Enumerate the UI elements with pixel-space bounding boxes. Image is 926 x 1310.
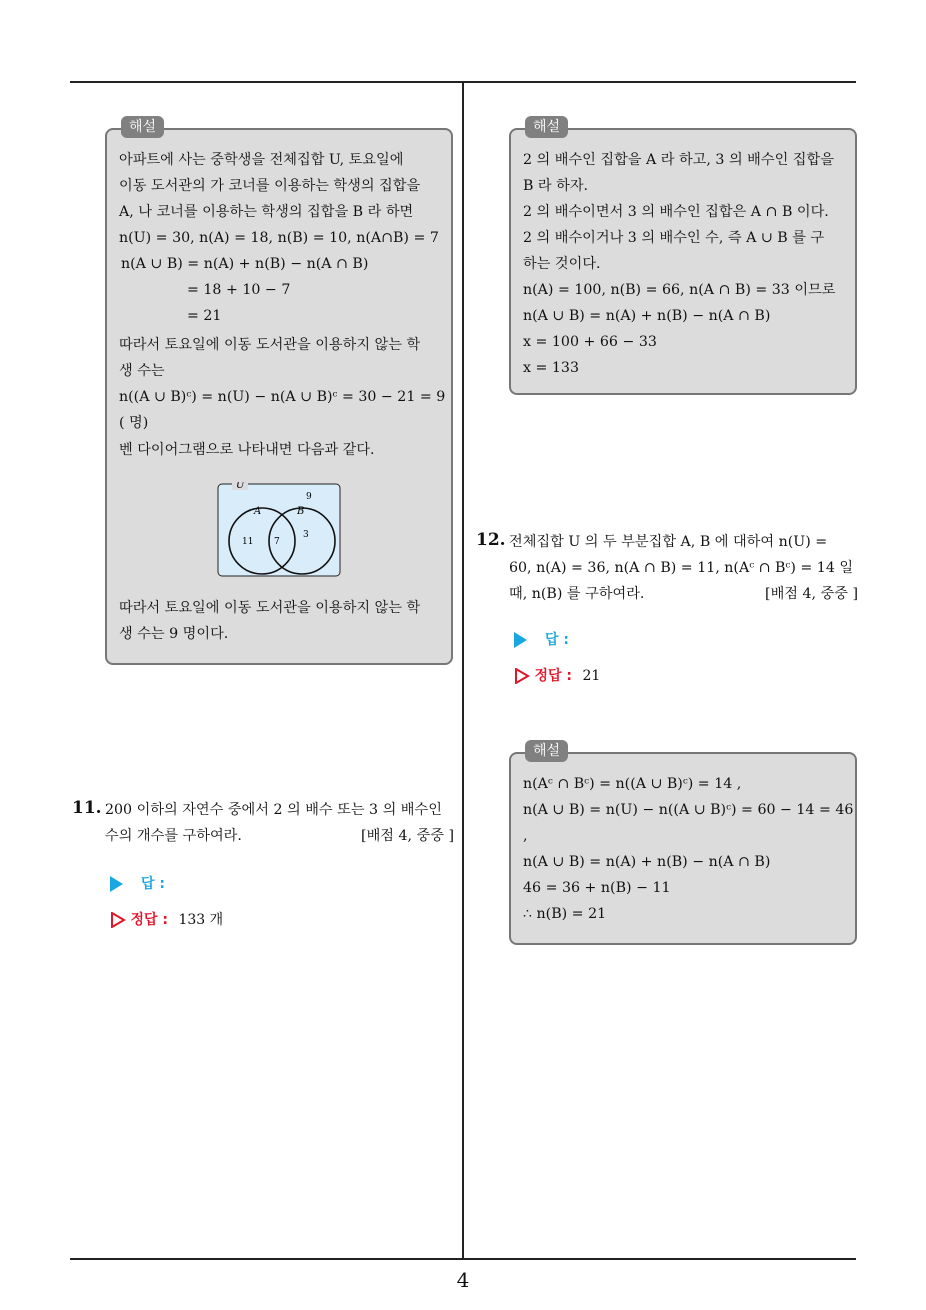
correct-value: 133 개 [178, 912, 224, 928]
solution-line: 이동 도서관의 가 코너를 이용하는 학생의 집합을 [119, 178, 421, 194]
solution-line: ( 명) [119, 415, 149, 431]
play-icon [514, 632, 527, 648]
solution-line: ∴ n(B) = 21 [523, 906, 607, 922]
solution-line: n(A ∪ B) = n(A) + n(B) − n(A ∩ B) [523, 308, 771, 324]
question-12-line: 전체집합 U 의 두 부분집합 A, B 에 대하여 n(U) = [509, 534, 828, 550]
solution-line: x = 133 [523, 360, 579, 376]
column-divider [462, 82, 464, 1260]
venn-label-u: U [236, 482, 245, 491]
triangle-outline-icon [514, 668, 530, 684]
solution-line: , [523, 828, 528, 844]
solution-line: 2 의 배수이면서 3 의 배수인 집합은 A ∩ B 이다. [523, 204, 829, 220]
venn-b-only-count: 3 [303, 530, 309, 540]
solution-tag: 해설 [525, 740, 568, 762]
venn-outside-count: 9 [306, 492, 312, 502]
question-11-line: 200 이하의 자연수 중에서 2 의 배수 또는 3 의 배수인 [105, 802, 442, 818]
solution-line: n(A ∪ B) = n(U) − n((A ∪ B)ᶜ) = 60 − 14 = 46 [523, 802, 854, 818]
solution-line: 따라서 토요일에 이동 도서관을 이용하지 않는 학 [119, 600, 421, 616]
venn-both-count: 7 [274, 537, 280, 547]
question-number-12: 12. [476, 530, 506, 550]
venn-label-b: B [297, 506, 305, 517]
question-12-points: [배점 4, 중중 ] [765, 586, 858, 602]
solution-line: n(A ∪ B) = n(A) + n(B) − n(A ∩ B) [121, 256, 369, 272]
question-11-line: 수의 개수를 구하여라. [105, 828, 242, 844]
solution-line: A, 나 코너를 이용하는 학생의 집합을 B 라 하면 [119, 204, 414, 220]
solution-line: 2 의 배수이거나 3 의 배수인 수, 즉 A ∪ B 를 구 [523, 230, 825, 246]
solution-line: 생 수는 9 명이다. [119, 626, 229, 642]
solution-line: 46 = 36 + n(B) − 11 [523, 880, 671, 896]
solution-line: 2 의 배수인 집합을 A 라 하고, 3 의 배수인 집합을 [523, 152, 834, 168]
solution-line: = 18 + 10 − 7 [187, 282, 291, 298]
solution-line: 하는 것이다. [523, 256, 601, 272]
solution-box-12 [509, 743, 857, 945]
answer-field-12[interactable] [514, 629, 569, 649]
correct-label: 정답 : [130, 912, 168, 928]
question-12-line: 60, n(A) = 36, n(A ∩ B) = 11, n(Aᶜ ∩ Bᶜ) = 14 일 [509, 560, 854, 576]
play-icon [110, 876, 123, 892]
solution-line: n((A ∪ B)ᶜ) = n(U) − n(A ∪ B)ᶜ = 30 − 21 = 9 [119, 389, 446, 405]
triangle-outline-icon [110, 912, 126, 928]
answer-field-11[interactable] [110, 873, 165, 893]
solution-line: B 라 하자. [523, 178, 589, 194]
solution-line: n(Aᶜ ∩ Bᶜ) = n((A ∪ B)ᶜ) = 14 , [523, 776, 742, 792]
solution-tag: 해설 [121, 116, 164, 138]
solution-line: = 21 [187, 308, 222, 324]
solution-tag: 해설 [525, 116, 568, 138]
solution-line: x = 100 + 66 − 33 [523, 334, 657, 350]
correct-value: 21 [582, 668, 601, 684]
solution-line: 따라서 토요일에 이동 도서관을 이용하지 않는 학 [119, 337, 421, 353]
answer-label: 답 : [545, 632, 569, 648]
question-11-points: [배점 4, 중중 ] [361, 828, 454, 844]
solution-line: 생 수는 [119, 363, 165, 379]
solution-box-11 [509, 119, 857, 395]
venn-label-a: A [254, 506, 262, 517]
venn-a-only-count: 11 [242, 537, 254, 547]
correct-answer-11 [110, 909, 223, 929]
correct-label: 정답 : [534, 668, 572, 684]
page-number: 4 [456, 1268, 470, 1292]
question-12-line: 때, n(B) 를 구하여라. [509, 586, 645, 602]
solution-line: 벤 다이어그램으로 나타내면 다음과 같다. [119, 442, 375, 458]
solution-line: n(A ∪ B) = n(A) + n(B) − n(A ∩ B) [523, 854, 771, 870]
solution-line: 아파트에 사는 중학생을 전체집합 U, 토요일에 [119, 152, 404, 168]
correct-answer-12 [514, 665, 600, 685]
venn-diagram [217, 482, 347, 580]
question-number-11: 11. [72, 798, 102, 818]
bottom-rule [70, 1258, 856, 1260]
solution-line: n(U) = 30, n(A) = 18, n(B) = 10, n(A∩B) = 7 [119, 230, 439, 246]
answer-label: 답 : [141, 876, 165, 892]
solution-line: n(A) = 100, n(B) = 66, n(A ∩ B) = 33 이므로 [523, 282, 836, 298]
solution-box-10 [105, 119, 453, 665]
